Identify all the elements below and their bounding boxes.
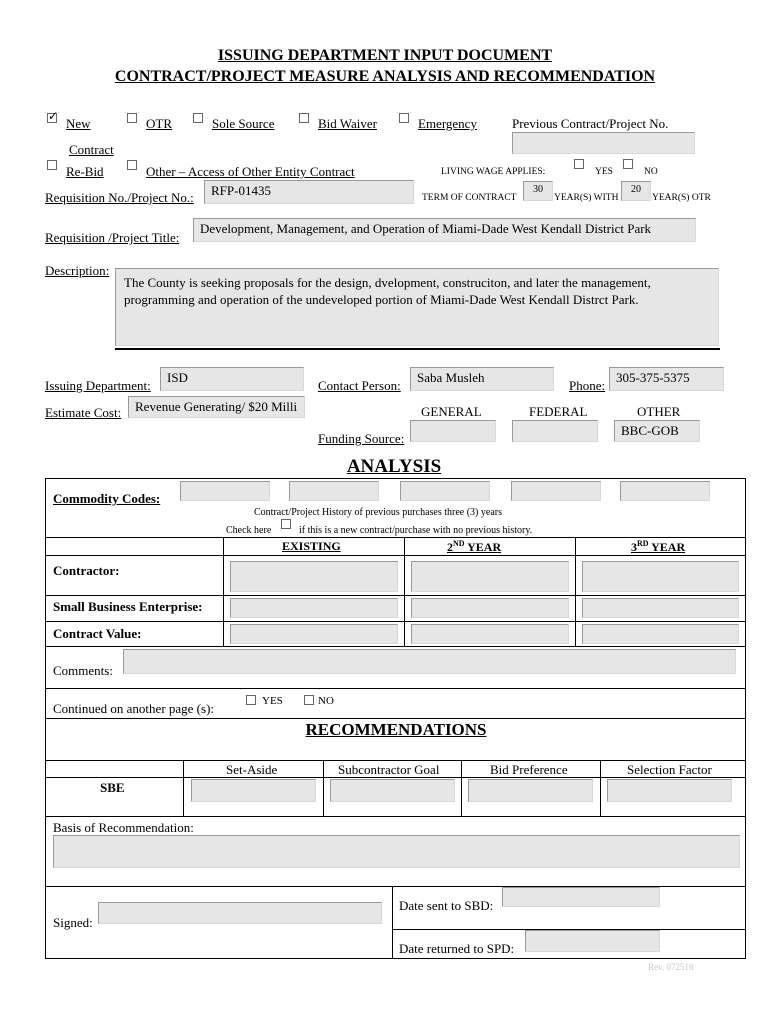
sbe-recommendation-label: SBE [100, 780, 125, 795]
years-otr-label: YEAR(S) OTR [652, 193, 711, 203]
subcontractor-goal-field[interactable] [330, 779, 455, 802]
signed-field[interactable] [98, 902, 382, 924]
living-wage-yes-label: YES [595, 167, 613, 177]
requisition-no-label: Requisition No./Project No.: [45, 190, 194, 205]
commodity-code-1[interactable] [180, 481, 270, 501]
grid-line [45, 537, 746, 538]
continued-no-label: NO [318, 695, 334, 707]
grid-line [45, 718, 746, 719]
commodity-code-4[interactable] [511, 481, 601, 501]
set-aside-field[interactable] [191, 779, 316, 802]
col-set-aside: Set-Aside [226, 762, 278, 777]
comments-field[interactable] [123, 649, 736, 674]
emergency-checkbox[interactable] [399, 113, 409, 123]
project-title-label: Requisition /Project Title: [45, 230, 180, 245]
funding-federal-field[interactable] [512, 420, 598, 442]
bid-waiver-checkbox[interactable] [299, 113, 309, 123]
grid-line [45, 646, 746, 647]
project-title-field[interactable]: Development, Management, and Operation of Miami-Dade West Kendall District Park [193, 218, 696, 242]
grid-line [183, 760, 184, 816]
grid-line [404, 537, 405, 646]
funding-other-field[interactable]: BBC-GOB [614, 420, 700, 442]
basis-of-recommendation-field[interactable] [53, 835, 740, 868]
grid-line [45, 816, 746, 817]
otr-years-field[interactable]: 20 [621, 181, 651, 201]
rebid-checkbox[interactable] [47, 160, 57, 170]
funding-general-field[interactable] [410, 420, 496, 442]
new-label-line2: Contract [69, 142, 114, 157]
col-2nd-rest: YEAR [464, 540, 502, 554]
contractor-existing-field[interactable] [230, 561, 398, 592]
col-2nd-num: 2 [447, 540, 453, 554]
date-returned-label: Date returned to SPD: [399, 941, 515, 956]
value-3rd-field[interactable] [582, 624, 739, 644]
grid-line [392, 886, 393, 959]
otr-checkbox[interactable] [127, 113, 137, 123]
document-title: ISSUING DEPARTMENT INPUT DOCUMENT [217, 47, 553, 64]
description-field[interactable] [115, 268, 719, 346]
contractor-3rd-field[interactable] [582, 561, 739, 592]
continued-yes-checkbox[interactable] [246, 695, 256, 705]
otr-label: OTR [146, 116, 172, 131]
commodity-code-3[interactable] [400, 481, 490, 501]
term-of-contract-label: TERM OF CONTRACT [422, 193, 517, 203]
funding-source-label: Funding Source: [318, 431, 405, 446]
document-subtitle: CONTRACT/PROJECT MEASURE ANALYSIS AND RECOMMENDATION [114, 68, 656, 85]
living-wage-yes-checkbox[interactable] [574, 159, 584, 169]
description-line-2: programming and operation of the undeveloped portion of Miami-Dade West Kendall Distrct Park. [124, 292, 639, 307]
grid-line [223, 537, 224, 646]
contact-person-field[interactable]: Saba Musleh [410, 367, 554, 391]
commodity-codes-label: Commodity Codes: [53, 491, 161, 506]
issuing-department-label: Issuing Department: [45, 378, 151, 393]
signed-label: Signed: [53, 915, 93, 930]
grid-line [45, 688, 746, 689]
grid-line [45, 595, 746, 596]
phone-field[interactable]: 305-375-5375 [609, 367, 724, 391]
living-wage-no-checkbox[interactable] [623, 159, 633, 169]
grid-line [323, 760, 324, 816]
value-existing-field[interactable] [230, 624, 398, 644]
col-2nd-sup: ND [453, 539, 465, 548]
grid-line [45, 760, 746, 761]
other-label: Other – Access of Other Entity Contract [146, 164, 355, 179]
col-3rd-sup: RD [637, 539, 649, 548]
contractor-2nd-field[interactable] [411, 561, 569, 592]
bid-preference-field[interactable] [468, 779, 593, 802]
new-purchase-checkbox[interactable] [281, 519, 291, 529]
comments-label: Comments: [53, 663, 113, 678]
description-label: Description: [45, 263, 110, 278]
phone-label: Phone: [569, 378, 606, 393]
check-note: if this is a new contract/purchase with no previous history. [299, 525, 533, 536]
term-years-field[interactable]: 30 [523, 181, 553, 201]
estimate-cost-field[interactable]: Revenue Generating/ $20 Milli [128, 396, 305, 418]
date-sent-field[interactable] [502, 887, 660, 907]
recommendations-heading: RECOMMENDATIONS [305, 720, 487, 739]
grid-line [600, 760, 601, 816]
previous-contract-field[interactable] [512, 132, 695, 154]
grid-line [45, 621, 746, 622]
col-3rd-num: 3 [631, 540, 637, 554]
new-label: New [66, 116, 91, 131]
date-sent-label: Date sent to SBD: [399, 898, 494, 913]
sole-source-label: Sole Source [212, 116, 275, 131]
check-here-label: Check here [226, 525, 272, 536]
continued-no-checkbox[interactable] [304, 695, 314, 705]
value-2nd-field[interactable] [411, 624, 569, 644]
col-3rd-rest: YEAR [648, 540, 686, 554]
col-2nd-year-header [447, 539, 501, 555]
description-line-1: The County is seeking proposals for the design, dvelopment, construciton, and later the management, [124, 275, 651, 290]
commodity-code-2[interactable] [289, 481, 379, 501]
history-note: Contract/Project History of previous purchases three (3) years [254, 507, 502, 518]
bid-waiver-label: Bid Waiver [318, 116, 378, 131]
funding-federal-label: FEDERAL [529, 404, 588, 419]
col-bid-preference: Bid Preference [490, 762, 568, 777]
continued-label: Continued on another page (s): [53, 701, 215, 716]
grid-line [461, 760, 462, 816]
sbe-3rd-field[interactable] [582, 598, 739, 618]
contact-person-label: Contact Person: [318, 378, 401, 393]
funding-general-label: GENERAL [421, 404, 482, 419]
funding-other-label: OTHER [637, 404, 681, 419]
commodity-code-5[interactable] [620, 481, 710, 501]
rebid-label: Re-Bid [66, 164, 104, 179]
description-underline [115, 348, 720, 350]
estimate-cost-label: Estimate Cost: [45, 405, 122, 420]
analysis-heading: ANALYSIS [346, 456, 442, 477]
other-checkbox[interactable] [127, 160, 137, 170]
grid-line [45, 555, 746, 556]
emergency-label: Emergency [418, 116, 477, 131]
col-subcontractor-goal: Subcontractor Goal [338, 762, 440, 777]
issuing-department-field[interactable]: ISD [160, 367, 304, 391]
basis-of-recommendation-label: Basis of Recommendation: [53, 820, 194, 835]
revision-label: Rev. 072518 [648, 962, 694, 972]
selection-factor-field[interactable] [607, 779, 732, 802]
sbe-existing-field[interactable] [230, 598, 398, 618]
col-selection-factor: Selection Factor [627, 762, 712, 777]
grid-line [575, 537, 576, 646]
sbe-row-label: Small Business Enterprise: [53, 599, 203, 614]
continued-yes-label: YES [262, 695, 283, 707]
sbe-2nd-field[interactable] [411, 598, 569, 618]
previous-contract-label: Previous Contract/Project No. [512, 116, 669, 131]
years-with-label: YEAR(S) WITH [554, 193, 619, 203]
requisition-no-field[interactable]: RFP-01435 [204, 180, 414, 204]
new-contract-checkbox[interactable] [47, 113, 57, 123]
sole-source-checkbox[interactable] [193, 113, 203, 123]
contractor-row-label: Contractor: [53, 563, 120, 578]
col-3rd-year-header [631, 539, 685, 555]
living-wage-no-label: NO [644, 167, 658, 177]
col-existing-header: EXISTING [282, 539, 341, 553]
living-wage-label: LIVING WAGE APPLIES: [441, 167, 546, 177]
date-returned-field[interactable] [525, 930, 660, 952]
contract-value-row-label: Contract Value: [53, 626, 142, 641]
